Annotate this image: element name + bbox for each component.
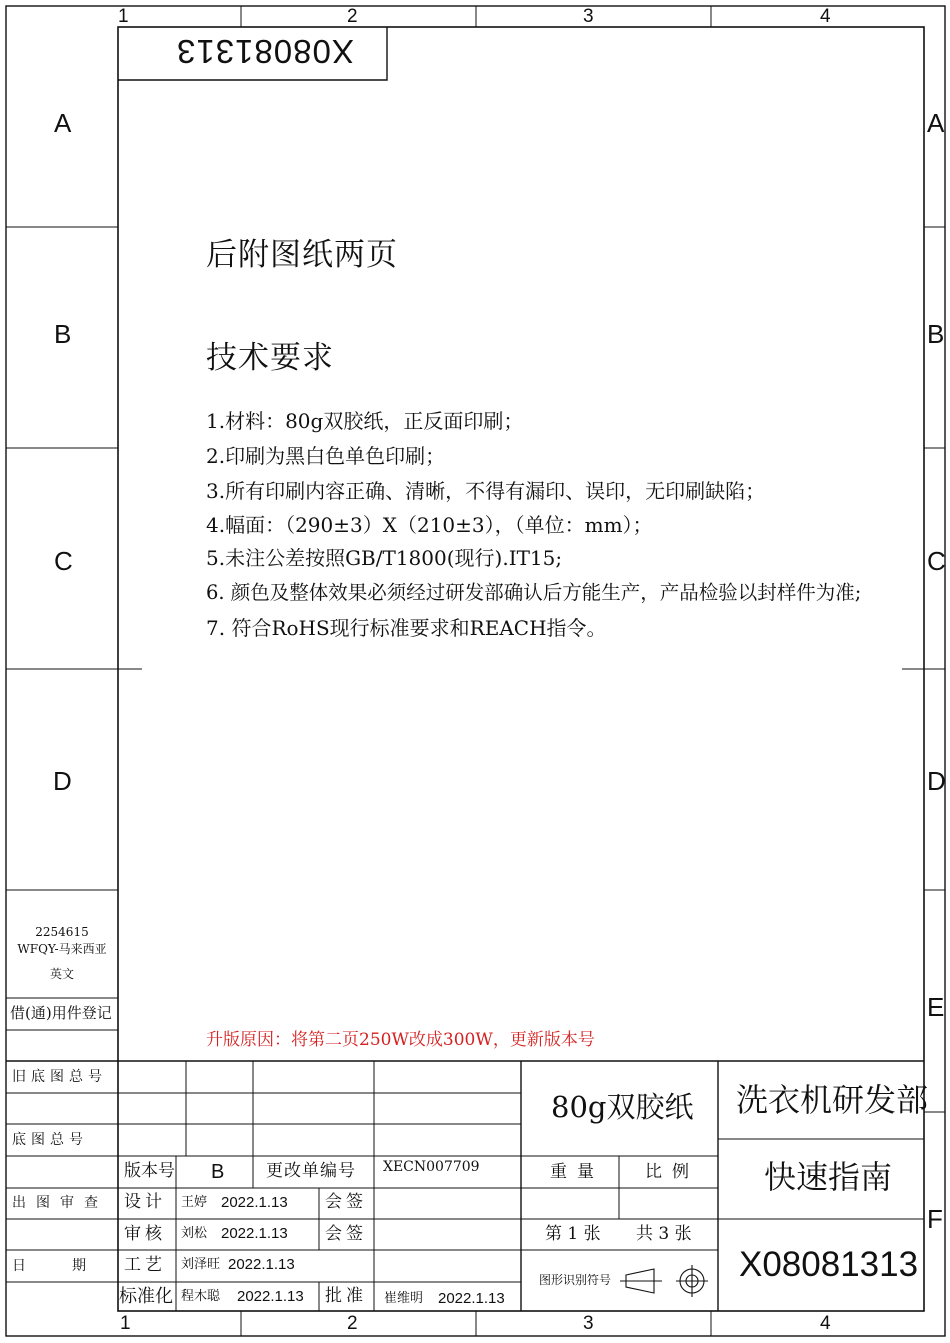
- side-model: WFQY-马来西亚: [17, 942, 107, 956]
- requirement-item: 4.幅面：（290±3）X（210±3），（单位：mm）；: [206, 513, 653, 537]
- doc-number: X08081313: [739, 1245, 919, 1284]
- designer-name: 王婷: [181, 1195, 208, 1210]
- grid-col-1-top: 1: [118, 6, 129, 27]
- document-title: 快速指南: [764, 1158, 893, 1196]
- grid-row-a-right: A: [927, 108, 945, 138]
- approver-name: 崔维明: [384, 1291, 424, 1306]
- grid-col-3-bottom: 3: [583, 1313, 594, 1334]
- side-language: 英文: [49, 967, 74, 981]
- change-number-value: XECN007709: [383, 1159, 480, 1175]
- attached-pages-note: 后附图纸两页: [206, 237, 398, 273]
- standardization-date: 2022.1.13: [237, 1288, 304, 1305]
- figure-symbol-label: 图形识别符号: [539, 1273, 612, 1287]
- standardization-label: 标准化: [119, 1286, 173, 1307]
- grid-row-d-right: D: [927, 766, 946, 796]
- issue-check-label: 出图审查: [12, 1195, 108, 1211]
- total-sheets: 共 3 张: [636, 1224, 692, 1244]
- requirement-item: 5.未注公差按照GB/T1800(现行).IT15;: [206, 546, 563, 570]
- countersign-label: 会签: [325, 1192, 367, 1212]
- grid-col-1-bottom: 1: [120, 1313, 131, 1334]
- countersign-label: 会签: [325, 1224, 367, 1244]
- weight-label: 重量: [550, 1162, 604, 1182]
- version-label: 版本号: [124, 1161, 175, 1181]
- requirement-item: 2.印刷为黑白色单色印刷；: [206, 444, 446, 468]
- grid-col-2-top: 2: [347, 6, 358, 27]
- version-value: B: [211, 1161, 225, 1183]
- grid-row-b-left: B: [54, 319, 72, 349]
- department-name: 洗衣机研发部: [736, 1081, 929, 1119]
- sheet-number: 第 1 张: [545, 1224, 601, 1244]
- grid-row-c-left: C: [54, 546, 73, 576]
- review-label: 审核: [124, 1224, 166, 1244]
- change-number-label: 更改单编号: [266, 1161, 356, 1181]
- borrow-register-label: 借(通)用件登记: [10, 1004, 112, 1022]
- process-date: 2022.1.13: [228, 1256, 295, 1273]
- grid-row-e-right: E: [927, 992, 945, 1022]
- revision-reason: 升版原因：将第二页250W改成300W，更新版本号: [206, 1030, 595, 1050]
- process-person: 刘泽旺: [181, 1257, 221, 1272]
- grid-row-d-left: D: [53, 766, 72, 796]
- approve-label: 批准: [325, 1286, 367, 1306]
- grid-row-a-left: A: [54, 108, 72, 138]
- design-date: 2022.1.13: [221, 1194, 288, 1211]
- reviewer-name: 刘松: [181, 1226, 208, 1241]
- grid-col-2-bottom: 2: [347, 1313, 358, 1334]
- scale-label: 比例: [645, 1162, 699, 1182]
- grid-row-b-right: B: [927, 319, 945, 349]
- requirement-item: 3.所有印刷内容正确、清晰，不得有漏印、误印，无印刷缺陷；: [206, 479, 766, 503]
- review-date: 2022.1.13: [221, 1225, 288, 1242]
- process-label: 工艺: [124, 1255, 166, 1275]
- standardization-person: 程木聪: [181, 1289, 221, 1304]
- base-label: 底图总号: [12, 1132, 88, 1148]
- requirement-item: 6. 颜色及整体效果必须经过研发部确认后方能生产，产品检验以封样件为准;: [206, 581, 862, 604]
- material-value: 80g双胶纸: [551, 1090, 694, 1124]
- tech-requirements-title: 技术要求: [206, 340, 334, 376]
- projection-symbol: [620, 1265, 708, 1297]
- old-base-label: 旧底图总号: [12, 1069, 107, 1085]
- grid-col-3-top: 3: [583, 6, 594, 27]
- requirement-item: 7. 符合RoHS现行标准要求和REACH指令。: [206, 616, 607, 640]
- grid-row-f-right: F: [927, 1204, 943, 1234]
- grid-col-4-top: 4: [820, 6, 831, 27]
- design-label: 设计: [124, 1192, 166, 1212]
- grid-row-c-right: C: [927, 546, 946, 576]
- approve-date: 2022.1.13: [438, 1290, 505, 1307]
- side-code: 2254615: [35, 925, 89, 939]
- date-label: 日 期: [12, 1258, 92, 1274]
- grid-col-4-bottom: 4: [820, 1313, 831, 1334]
- requirement-item: 1.材料：80g双胶纸，正反面印刷；: [206, 409, 524, 433]
- doc-number-mirrored: X08081313: [176, 33, 354, 70]
